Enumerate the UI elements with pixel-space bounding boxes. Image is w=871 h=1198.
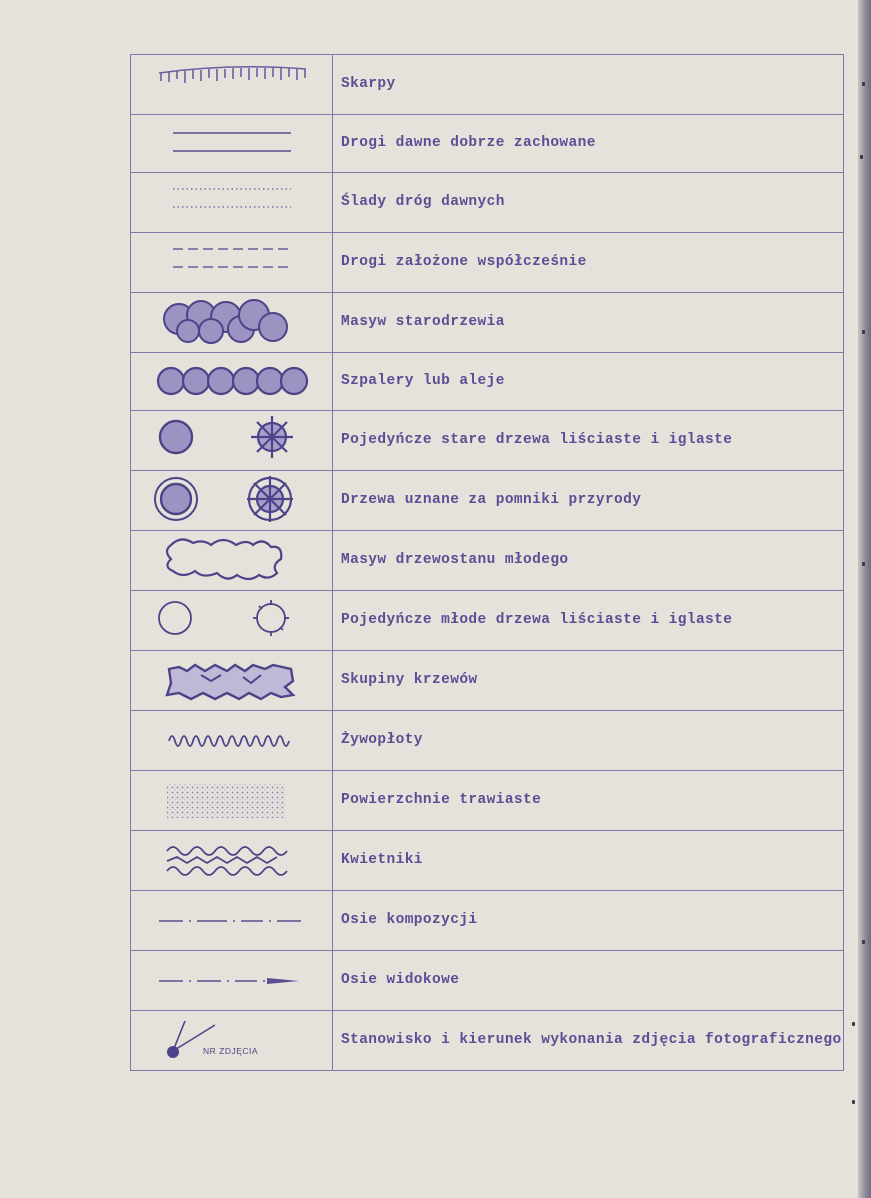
legend-row — [131, 771, 844, 831]
legend-row — [131, 831, 844, 891]
legend-label: Pojedyńcze młode drzewa liściaste i iglaste — [333, 591, 844, 651]
legend-row — [131, 951, 844, 1011]
legend-row — [131, 651, 844, 711]
shrub-group-symbol — [131, 651, 333, 711]
legend-row — [131, 1011, 844, 1071]
page-edge — [858, 0, 871, 1198]
legend-row — [131, 411, 844, 471]
legend-label: Masyw drzewostanu młodego — [333, 531, 844, 591]
old-tree-mass-symbol — [131, 293, 333, 353]
edge-mark — [852, 1100, 855, 1104]
edge-mark — [862, 562, 865, 566]
legend-label: Kwietniki — [333, 831, 844, 891]
legend-row — [131, 55, 844, 115]
legend-table — [130, 54, 844, 1071]
photo-number-label: NR ZDJĘCIA — [203, 1046, 259, 1056]
legend-label: Żywopłoty — [333, 711, 844, 771]
legend-label: Szpalery lub aleje — [333, 353, 844, 411]
single-young-tree-symbol — [131, 591, 333, 651]
photo-station-symbol — [131, 1011, 333, 1071]
legend-row — [131, 173, 844, 233]
legend-row — [131, 293, 844, 353]
view-axis-symbol — [131, 951, 333, 1011]
skarpy-symbol — [131, 55, 333, 115]
legend-label: Ślady dróg dawnych — [333, 173, 844, 233]
flowerbed-symbol — [131, 831, 333, 891]
legend-label: Pojedyńcze stare drzewa liściaste i iglaste — [333, 411, 844, 471]
legend-label: Osie kompozycji — [333, 891, 844, 951]
legend-label: Powierzchnie trawiaste — [333, 771, 844, 831]
old-road-symbol — [131, 115, 333, 173]
edge-mark — [862, 330, 865, 334]
legend-label: Skupiny krzewów — [333, 651, 844, 711]
legend-row — [131, 591, 844, 651]
single-old-tree-symbol — [131, 411, 333, 471]
legend-label: Skarpy — [333, 55, 844, 115]
edge-mark — [860, 155, 863, 159]
legend-label: Drogi dawne dobrze zachowane — [333, 115, 844, 173]
edge-mark — [862, 82, 865, 86]
young-stand-symbol — [131, 531, 333, 591]
nature-monument-symbol — [131, 471, 333, 531]
modern-road-symbol — [131, 233, 333, 293]
hedge-symbol — [131, 711, 333, 771]
legend-label: Stanowisko i kierunek wykonania zdjęcia fotograficznego — [333, 1011, 844, 1071]
edge-mark — [852, 1022, 855, 1026]
legend-row — [131, 471, 844, 531]
edge-mark — [862, 940, 865, 944]
legend-label: Osie widokowe — [333, 951, 844, 1011]
legend-row — [131, 711, 844, 771]
legend-row — [131, 531, 844, 591]
legend-row — [131, 115, 844, 173]
legend-row — [131, 891, 844, 951]
composition-axis-symbol — [131, 891, 333, 951]
legend-label: Drogi założone współcześnie — [333, 233, 844, 293]
legend-row — [131, 233, 844, 293]
legend-label: Masyw starodrzewia — [333, 293, 844, 353]
alley-symbol — [131, 353, 333, 411]
legend-label: Drzewa uznane za pomniki przyrody — [333, 471, 844, 531]
old-road-trace-symbol — [131, 173, 333, 233]
legend-row — [131, 353, 844, 411]
grass-symbol — [131, 771, 333, 831]
